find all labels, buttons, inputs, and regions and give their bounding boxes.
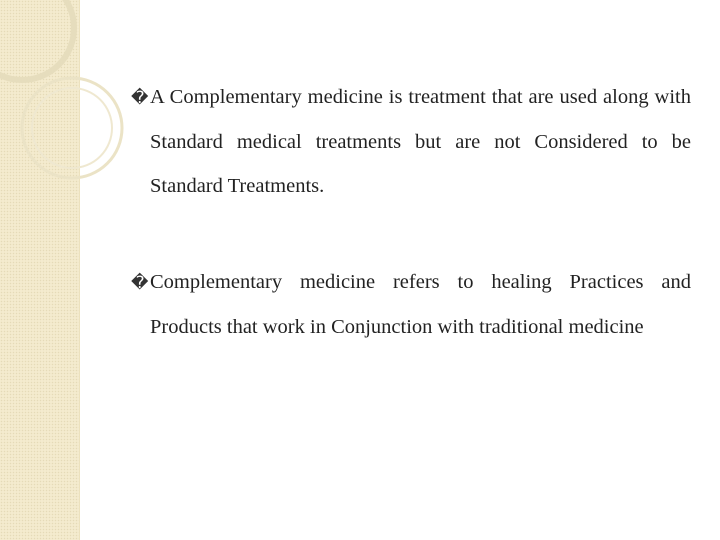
bullet-item-2 — [131, 260, 691, 349]
bullet-text-1: A Complementary medicine is treatment that are used along with Standard medical treatments but are not Considered to be Standard Treatments. — [150, 86, 691, 197]
decorative-circle-large — [0, 0, 74, 80]
bullet-item-1 — [131, 75, 691, 208]
bullet-icon: � — [131, 273, 149, 293]
bullet-icon: � — [131, 88, 149, 108]
decorative-circle-inner — [32, 88, 112, 168]
bullet-text-2: Complementary medicine refers to healing Practices and Products that work in Conjunction with traditional medicine — [150, 271, 691, 338]
decorative-circles — [0, 0, 130, 200]
decorative-circle-outer — [22, 78, 122, 178]
